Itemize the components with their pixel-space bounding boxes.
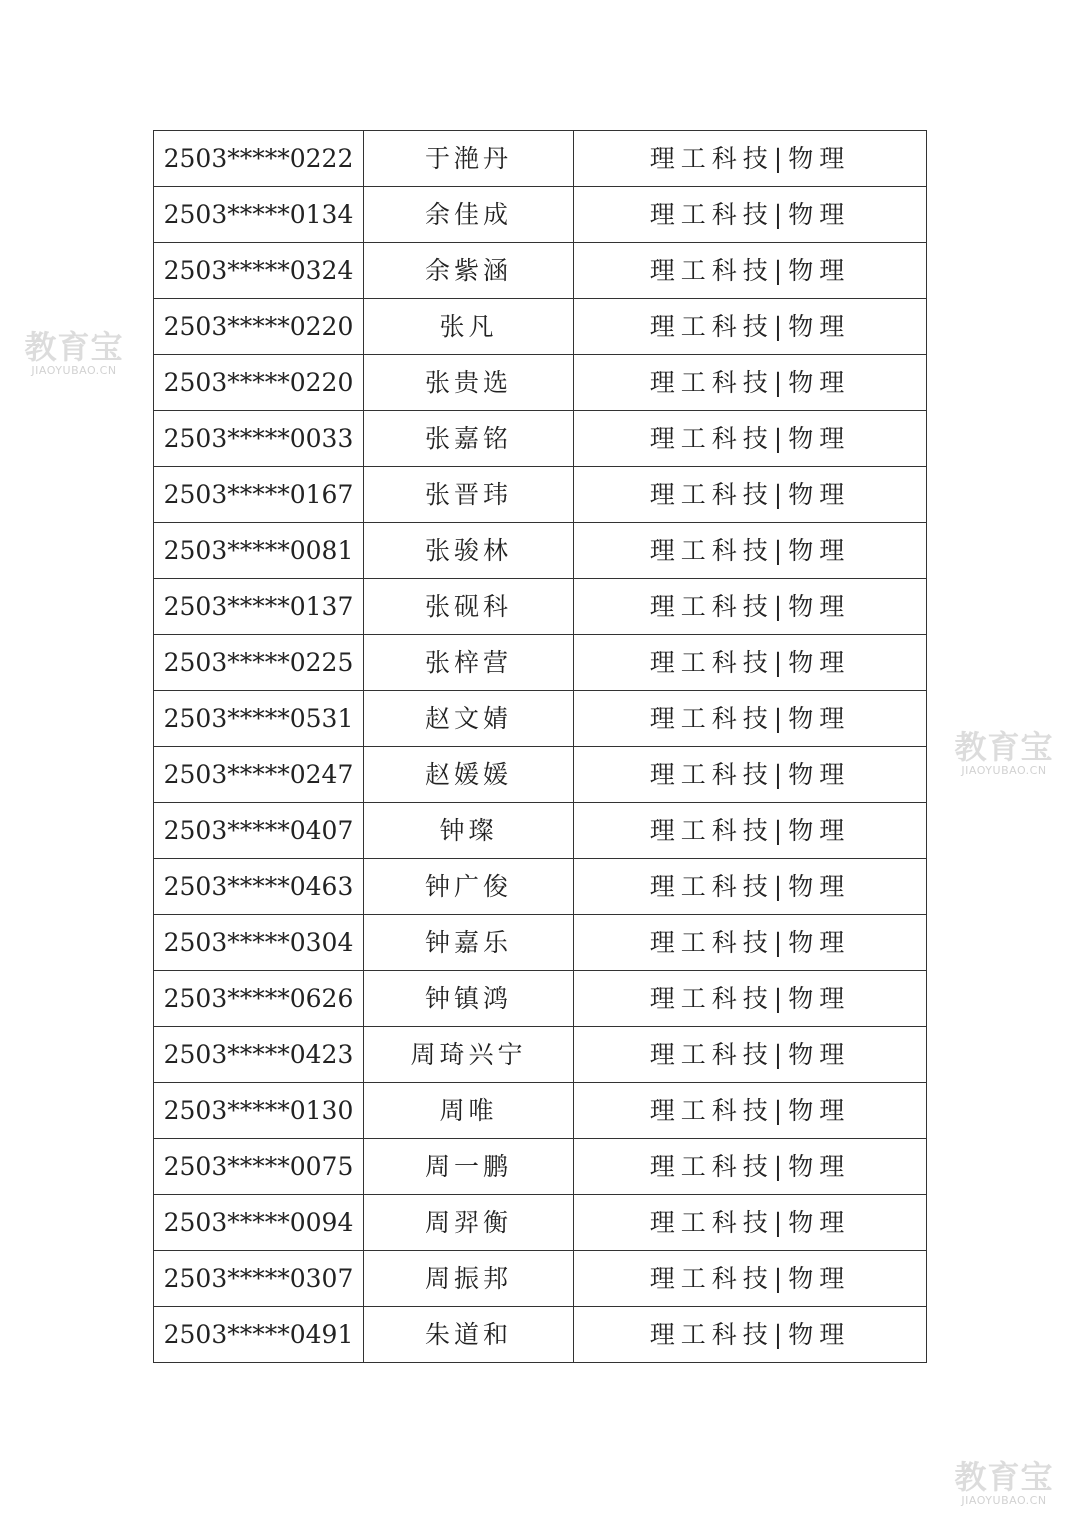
table-row	[154, 1139, 927, 1195]
watermark-url-text: JIAOYUBAO.CN	[961, 764, 1047, 777]
student-name-cell: 张骏林	[364, 523, 574, 579]
watermark-logo	[948, 1460, 1060, 1507]
student-name-cell: 钟璨	[364, 803, 574, 859]
category-cell: 理工科技|物理	[574, 467, 927, 523]
category-cell: 理工科技|物理	[574, 747, 927, 803]
watermark-logo-text: 教育宝	[954, 1458, 1054, 1496]
category-cell: 理工科技|物理	[574, 1139, 927, 1195]
table-row	[154, 579, 927, 635]
table-row	[154, 1251, 927, 1307]
student-name-cell: 钟镇鸿	[364, 971, 574, 1027]
candidate-id-cell: 2503*****0423	[154, 1027, 364, 1083]
category-cell: 理工科技|物理	[574, 915, 927, 971]
watermark-logo-text: 教育宝	[954, 728, 1054, 766]
student-name-cell: 周琦兴宁	[364, 1027, 574, 1083]
candidate-id-cell: 2503*****0225	[154, 635, 364, 691]
candidate-id-cell: 2503*****0463	[154, 859, 364, 915]
candidate-id-cell: 2503*****0324	[154, 243, 364, 299]
candidate-id-cell: 2503*****0220	[154, 355, 364, 411]
candidate-id-cell: 2503*****0407	[154, 803, 364, 859]
student-name-cell: 赵文婧	[364, 691, 574, 747]
table-row	[154, 915, 927, 971]
table-row	[154, 523, 927, 579]
watermark-logo-text: 教育宝	[24, 328, 124, 366]
student-name-cell: 钟嘉乐	[364, 915, 574, 971]
student-name-cell: 张嘉铭	[364, 411, 574, 467]
student-name-cell: 朱道和	[364, 1307, 574, 1363]
student-name-cell: 张贵选	[364, 355, 574, 411]
category-cell: 理工科技|物理	[574, 523, 927, 579]
table-row	[154, 467, 927, 523]
table-row	[154, 859, 927, 915]
category-cell: 理工科技|物理	[574, 1307, 927, 1363]
candidate-id-cell: 2503*****0304	[154, 915, 364, 971]
category-cell: 理工科技|物理	[574, 1251, 927, 1307]
category-cell: 理工科技|物理	[574, 131, 927, 187]
candidate-id-cell: 2503*****0130	[154, 1083, 364, 1139]
category-cell: 理工科技|物理	[574, 299, 927, 355]
table-row	[154, 803, 927, 859]
category-cell: 理工科技|物理	[574, 243, 927, 299]
table-row	[154, 1083, 927, 1139]
table-row	[154, 971, 927, 1027]
category-cell: 理工科技|物理	[574, 411, 927, 467]
candidate-id-cell: 2503*****0075	[154, 1139, 364, 1195]
candidate-id-cell: 2503*****0491	[154, 1307, 364, 1363]
candidate-id-cell: 2503*****0137	[154, 579, 364, 635]
category-cell: 理工科技|物理	[574, 1195, 927, 1251]
candidate-id-cell: 2503*****0220	[154, 299, 364, 355]
student-roster-table	[153, 130, 927, 1363]
student-name-cell: 余紫涵	[364, 243, 574, 299]
student-name-cell: 于滟丹	[364, 131, 574, 187]
candidate-id-cell: 2503*****0247	[154, 747, 364, 803]
category-cell: 理工科技|物理	[574, 691, 927, 747]
student-name-cell: 赵媛媛	[364, 747, 574, 803]
category-cell: 理工科技|物理	[574, 635, 927, 691]
candidate-id-cell: 2503*****0081	[154, 523, 364, 579]
table-row	[154, 131, 927, 187]
student-name-cell: 张砚科	[364, 579, 574, 635]
candidate-id-cell: 2503*****0033	[154, 411, 364, 467]
category-cell: 理工科技|物理	[574, 859, 927, 915]
watermark-url-text: JIAOYUBAO.CN	[961, 1494, 1047, 1507]
watermark-url-text: JIAOYUBAO.CN	[31, 364, 117, 377]
table-row	[154, 1027, 927, 1083]
category-cell: 理工科技|物理	[574, 1083, 927, 1139]
student-name-cell: 张晋玮	[364, 467, 574, 523]
candidate-id-cell: 2503*****0094	[154, 1195, 364, 1251]
category-cell: 理工科技|物理	[574, 971, 927, 1027]
candidate-id-cell: 2503*****0222	[154, 131, 364, 187]
table-row	[154, 1307, 927, 1363]
table-row	[154, 411, 927, 467]
student-name-cell: 周唯	[364, 1083, 574, 1139]
student-name-cell: 余佳成	[364, 187, 574, 243]
category-cell: 理工科技|物理	[574, 1027, 927, 1083]
table-row	[154, 747, 927, 803]
watermark-logo	[18, 330, 130, 377]
table-row	[154, 243, 927, 299]
candidate-id-cell: 2503*****0626	[154, 971, 364, 1027]
table-row	[154, 187, 927, 243]
student-name-cell: 张梓营	[364, 635, 574, 691]
table-row	[154, 299, 927, 355]
category-cell: 理工科技|物理	[574, 187, 927, 243]
candidate-id-cell: 2503*****0531	[154, 691, 364, 747]
candidate-id-cell: 2503*****0134	[154, 187, 364, 243]
table-row	[154, 1195, 927, 1251]
student-name-cell: 张凡	[364, 299, 574, 355]
student-name-cell: 钟广俊	[364, 859, 574, 915]
candidate-id-cell: 2503*****0167	[154, 467, 364, 523]
student-name-cell: 周振邦	[364, 1251, 574, 1307]
roster-table-body	[154, 131, 927, 1363]
table-row	[154, 355, 927, 411]
category-cell: 理工科技|物理	[574, 803, 927, 859]
watermark-logo	[948, 730, 1060, 777]
table-row	[154, 635, 927, 691]
student-name-cell: 周一鹏	[364, 1139, 574, 1195]
candidate-id-cell: 2503*****0307	[154, 1251, 364, 1307]
category-cell: 理工科技|物理	[574, 355, 927, 411]
student-name-cell: 周羿衡	[364, 1195, 574, 1251]
table-row	[154, 691, 927, 747]
category-cell: 理工科技|物理	[574, 579, 927, 635]
